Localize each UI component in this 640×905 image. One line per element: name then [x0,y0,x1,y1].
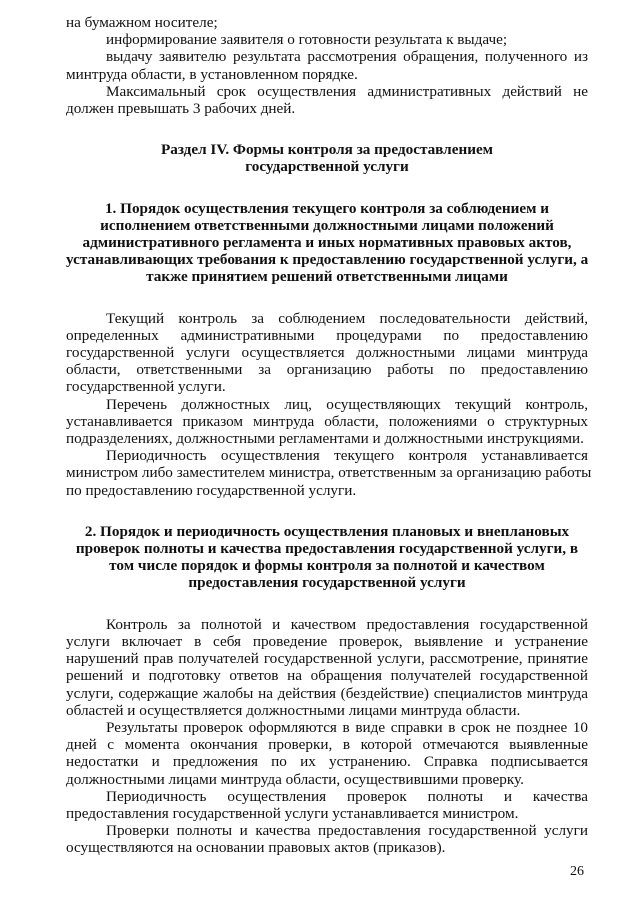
text-line: дней с момента окончания проверки, в которой отмечаются выявленные [66,736,588,754]
heading-line: исполнением ответственными должностными лицами положений [100,216,554,234]
text-line: осуществляются на основании правовых актов (приказов). [66,839,446,857]
text-line: Текущий контроль за соблюдением последовательности действий, [106,309,588,327]
heading-line: Раздел IV. Формы контроля за предоставлением [160,141,494,159]
text-line: определенных административными процедурами по предоставлению [66,326,588,344]
heading-line: административного регламента и иных нормативных правовых актов, [82,234,572,252]
text-line: решений и подготовку ответов на обращения получателей государственной [66,667,588,685]
text-line: должен превышать 3 рабочих дней. [66,100,296,118]
text-line: по предоставлению государственной услуги. [66,481,357,499]
text-line: Максимальный срок осуществления административных действий не [106,82,588,100]
subsection-2-body [66,616,588,857]
subsection-1-title [66,200,588,286]
heading-line: 2. Порядок и периодичность осуществления плановых и внеплановых [84,522,570,540]
subsection-2-title [66,523,588,592]
intro-paragraphs [66,14,588,117]
text-line: услуги, содержащие жалобы на действия (бездействие) специалистов минтруда [66,684,588,702]
heading-line: устанавливающих требования к предоставлению государственной услуги, а [66,251,589,269]
text-line: областей и осуществляется должностными лицами минтруда области. [66,701,521,719]
text-line: государственной услуги. [66,378,226,396]
text-line: недостатки и предложения по их устранению. Справка подписывается [66,753,588,771]
text-line: должностными лицами минтруда области, осуществившими проверку. [66,770,524,788]
text-line: услуги включает в себя проведение проверок, выявление и устранение [66,632,588,650]
section-title [66,141,588,175]
page-content [66,14,592,857]
text-line: Контроль за полнотой и качеством предоставления государственной [106,615,588,633]
heading-line: также принятием решений ответственными лицами [146,268,508,286]
heading-line: государственной услуги [245,158,409,176]
text-line: Перечень должностных лиц, осуществляющих текущий контроль, [106,395,588,413]
text-line: Периодичность осуществления текущего контроля устанавливается [106,447,588,465]
text-line: минтруда области, в установленном порядке. [66,65,358,83]
text-line: Результаты проверок оформляются в виде справки в срок не позднее 10 [106,718,588,736]
heading-line: 1. Порядок осуществления текущего контроля за соблюдением и [104,199,550,217]
text-line: области, ответственными за организацию работы по предоставлению [66,361,588,379]
heading-line: проверок полноты и качества предоставления государственной услуги, в [75,540,579,558]
page-number: 26 [570,864,584,879]
text-line: нарушений прав получателей государственной услуги, рассмотрение, принятие [66,650,588,668]
text-line: Проверки полноты и качества предоставления государственной услуги [106,822,588,840]
text-line: подразделениях, должностными регламентами и должностными инструкциями. [66,430,584,448]
heading-line: том числе порядок и формы контроля за полнотой и качеством [109,557,545,575]
text-line: на бумажном носителе; [66,14,218,31]
heading-line: предоставления государственной услуги [188,574,466,592]
text-line: устанавливается приказом минтруда области, положениями о структурных [66,412,588,430]
text-line: министром либо заместителем министра, ответственным за организацию работы [66,464,592,482]
text-line: Периодичность осуществления проверок полноты и качества [106,787,588,805]
subsection-1-body [66,309,592,499]
text-line: государственной услуги осуществляется должностными лицами минтруда [66,344,588,362]
text-line: выдачу заявителю результата рассмотрения обращения, полученного из [106,48,588,66]
text-line: информирование заявителя о готовности результата к выдаче; [106,31,508,49]
text-line: предоставления государственной услуги устанавливается министром. [66,804,519,822]
